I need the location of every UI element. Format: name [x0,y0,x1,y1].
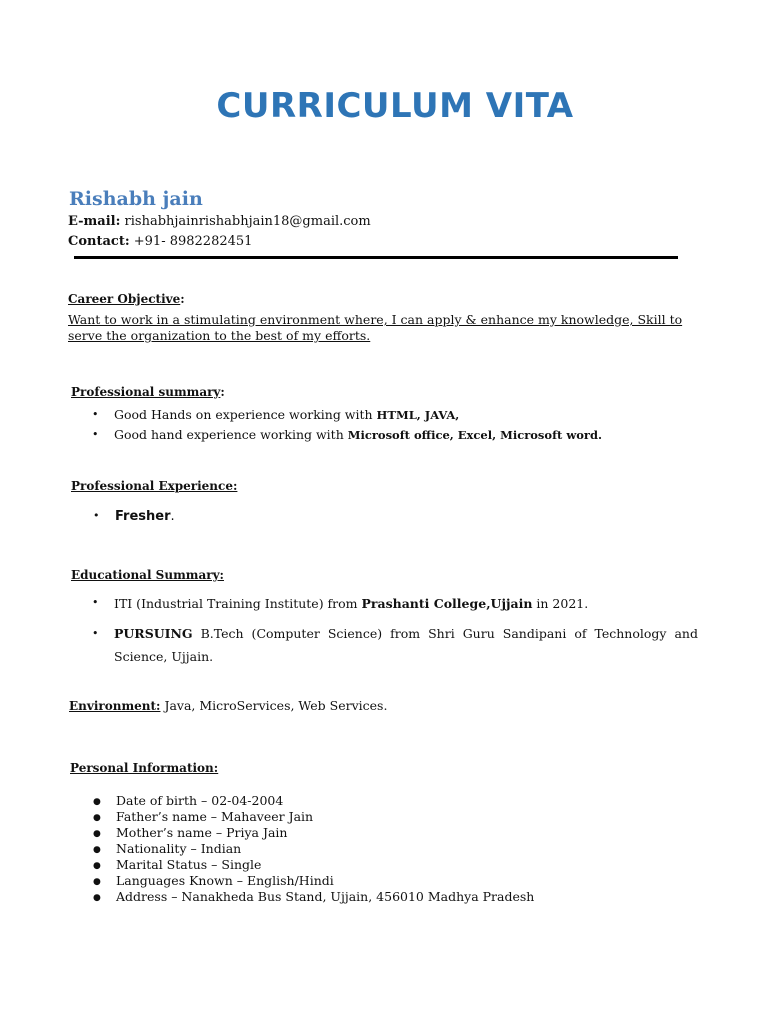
email-label: E-mail: [68,214,121,229]
summary-item-bold: HTML, JAVA, [376,408,460,422]
list-item: ● Mother’s name – Priya Jain [116,825,534,841]
list-item: ● Marital Status – Single [116,857,534,873]
experience-item-tail: . [170,509,175,524]
environment-heading: Environment: [69,699,161,713]
education-post: in 2021. [532,596,589,611]
candidate-name: Rishabh jain [69,188,203,210]
document-title: CURRICULUM VITA [216,86,574,126]
education-pre: ITI (Industrial Training Institute) from [114,596,362,611]
professional-experience-list [115,509,175,524]
list-item [114,425,602,445]
personal-information-heading: Personal Information: [70,761,219,775]
education-item-btech [114,622,698,668]
contact-line [68,234,252,249]
environment-line [69,698,387,713]
professional-summary-heading [71,385,225,399]
career-objective-colon: : [180,292,185,306]
header-divider [74,256,678,259]
list-item [114,596,588,611]
list-item: ● Nationality – Indian [116,841,534,857]
email-line [68,214,371,229]
summary-item-text: Good Hands on experience working with [114,407,377,422]
list-item: ● Languages Known – English/Hindi [116,873,534,889]
career-objective-label: Career Objective [68,292,181,306]
summary-item-text: Good hand experience working with [114,427,348,442]
education-pursuing: PURSUING [114,626,193,641]
educational-summary-heading: Educational Summary: [71,568,224,582]
career-objective-text: Want to work in a stimulating environment where, I can apply & enhance my knowledge, Skill to serve the organization to the best of my efforts. [68,312,683,343]
email-value: rishabhjainrishabhjain18@gmail.com [120,214,371,229]
professional-summary-list [114,405,602,445]
experience-item-bold: Fresher [115,509,171,524]
list-item [114,622,698,668]
list-item [115,509,175,524]
list-item: ● Father’s name – Mahaveer Jain [116,809,534,825]
list-item: ● Date of birth – 02-04-2004 [116,793,534,809]
personal-information-list [116,793,534,905]
contact-label: Contact: [68,234,130,249]
professional-summary-colon: : [220,385,225,399]
environment-text: Java, MicroServices, Web Services. [160,698,388,713]
contact-value: +91- 8982282451 [129,234,253,249]
list-item: ● Address – Nanakheda Bus Stand, Ujjain, 456010 Madhya Pradesh [116,889,534,905]
list-item [114,405,602,425]
education-item-iti [114,596,588,611]
career-objective-heading [68,292,185,306]
professional-summary-label: Professional summary [71,385,221,399]
education-btech-text: B.Tech (Computer Science) from Shri Guru Sandipani of Technology and Science, Ujjain. [114,626,698,664]
summary-item-bold: Microsoft office, Excel, Microsoft word. [347,428,603,442]
education-college: Prashanti College,Ujjain [361,596,533,611]
professional-experience-heading: Professional Experience: [71,479,238,493]
